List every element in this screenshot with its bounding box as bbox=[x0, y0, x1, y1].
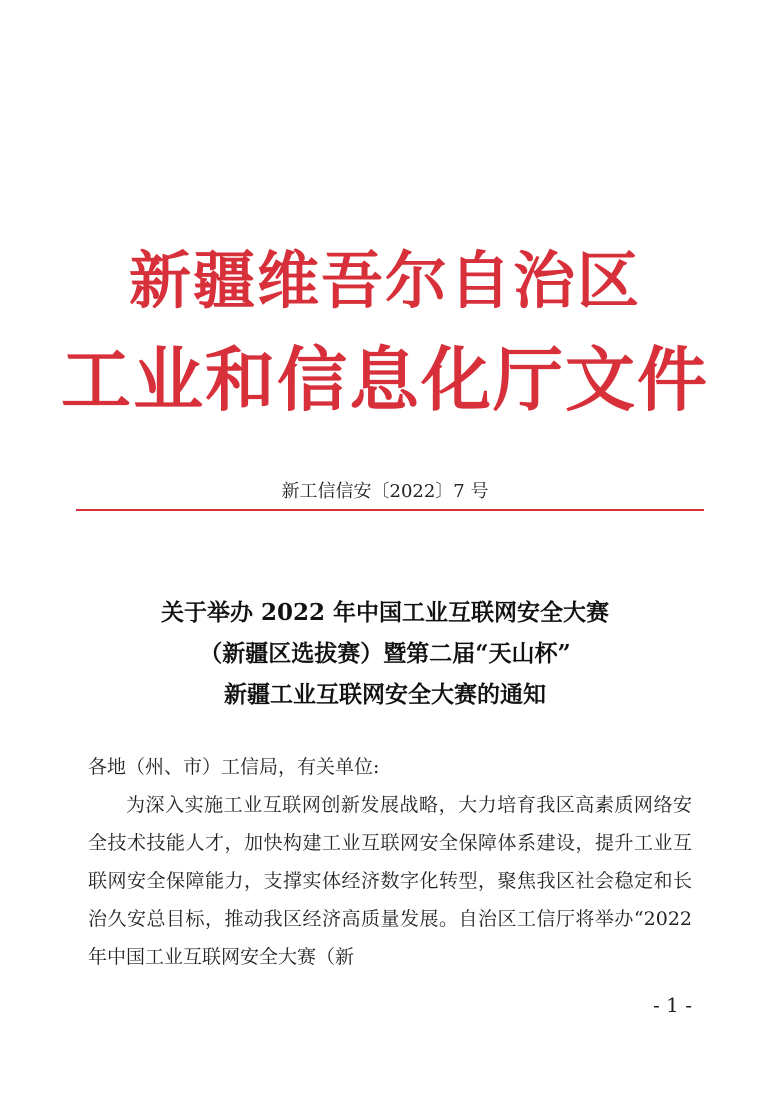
red-divider-line bbox=[76, 509, 704, 511]
notice-title bbox=[0, 592, 770, 715]
body-paragraph: 为深入实施工业互联网创新发展战略，大力培育我区高素质网络安全技术技能人才，加快构建工业互联网安全保障体系建设，提升工业互联网安全保障能力，支撑实体经济数字化转型，聚焦我区社会稳定和长治久安总目标，推动我区经济高质量发展。自治区工信厅将举办“2022 年中国工业互联网安全大赛（新 bbox=[88, 794, 692, 968]
document-number: 新工信信安〔2022〕7 号 bbox=[281, 481, 489, 502]
notice-title-line2: （新疆区选拔赛）暨第二届“天山杯” bbox=[199, 640, 571, 667]
notice-title-line3: 新疆工业互联网安全大赛的通知 bbox=[224, 681, 546, 708]
header-title-line1: 新疆维吾尔自治区 bbox=[128, 244, 641, 317]
notice-title-line1: 关于举办 2022 年中国工业互联网安全大赛 bbox=[160, 599, 610, 626]
header-title-line2: 工业和信息化厅文件 bbox=[61, 339, 709, 421]
page-number: - 1 - bbox=[653, 993, 692, 1017]
salutation: 各地（州、市）工信局，有关单位: bbox=[88, 756, 380, 778]
document-body bbox=[88, 748, 692, 976]
